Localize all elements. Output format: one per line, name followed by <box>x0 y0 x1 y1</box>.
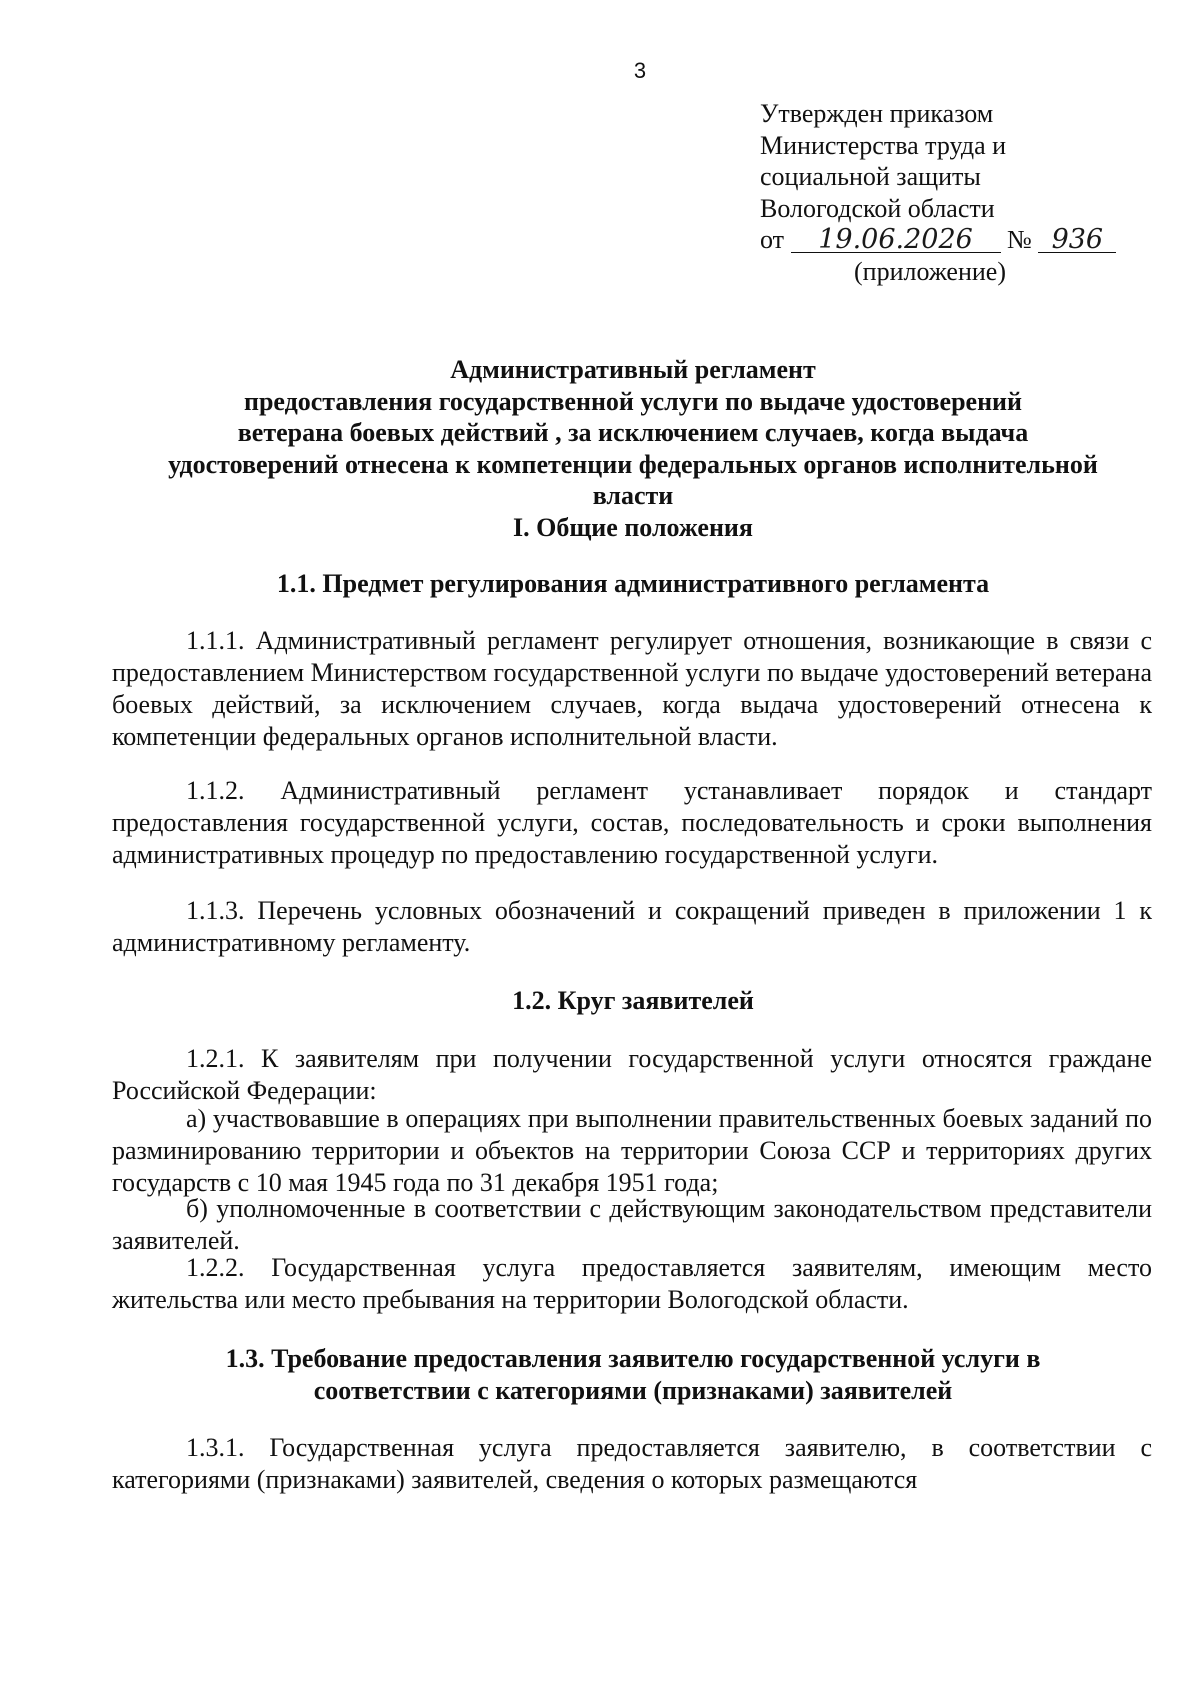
date-prefix: от <box>760 225 785 254</box>
paragraph-1-3-1: 1.3.1. Государственная услуга предоставляется заявителю, в соответствии с категориями (признаками) заявителей, сведения о которых размещаются <box>112 1433 1152 1494</box>
section-heading: I. Общие положения <box>513 513 753 542</box>
title-line: ветерана боевых действий , за исключением случаев, когда выдача <box>237 418 1029 447</box>
paragraph-1-2-2: 1.2.2. Государственная услуга предоставляется заявителям, имеющим место жительства или место пребывания на территории Вологодской области. <box>112 1253 1152 1314</box>
heading-line: 1.3. Требование предоставления заявителю государственной услуги в <box>225 1344 1041 1373</box>
approval-line: Вологодской области <box>760 193 995 223</box>
subsection-heading <box>118 1343 1148 1407</box>
heading-line: соответствии с категориями (признаками) заявителей <box>313 1376 953 1405</box>
paragraph-1-1-1: 1.1.1. Административный регламент регулирует отношения, возникающие в связи с предоставлением Министерством государственной услуги по выдаче удостоверений ветерана боевых действий, за исключением случаев, когда выдача удостоверений отнесена к компетенции федеральных органов исполнительной власти. <box>112 626 1152 751</box>
title-line: Административный регламент <box>450 355 816 384</box>
paragraph-1-1-2: 1.1.2. Административный регламент устанавливает порядок и стандарт предоставления государственной услуги, состав, последовательность и сроки выполнения административных процедур по предоставлению государственной услуги. <box>112 776 1152 869</box>
paragraph-1-2-1-b: б) уполномоченные в соответствии с действующим законодательством представители заявителей. <box>112 1194 1152 1255</box>
paragraph-1-2-1: 1.2.1. К заявителям при получении государственной услуги относятся граждане Российской Федерации: <box>112 1044 1152 1105</box>
approval-date-line <box>760 224 1180 256</box>
appendix-note: (приложение) <box>854 256 1007 286</box>
approval-line: Утвержден приказом <box>760 99 994 128</box>
paragraph-1-1-3: 1.1.3. Перечень условных обозначений и сокращений приведен в приложении 1 к административному регламенту. <box>112 896 1152 957</box>
page-number: 3 <box>633 58 647 83</box>
handwritten-number: 936 <box>1038 228 1116 253</box>
handwritten-date: 19.06.2026 <box>791 228 1001 253</box>
document-title <box>118 354 1148 512</box>
title-line: удостоверений отнесена к компетенции федеральных органов исполнительной <box>168 449 1098 479</box>
approval-line: Министерства труда и <box>760 130 1007 160</box>
title-line: власти <box>592 481 674 510</box>
approval-line: социальной защиты <box>760 162 981 191</box>
subsection-heading: 1.1. Предмет регулирования административного регламента <box>276 569 990 598</box>
approval-stamp <box>760 98 1180 287</box>
number-prefix: № <box>1007 225 1032 254</box>
paragraph-1-2-1-a: а) участвовавшие в операциях при выполнении правительственных боевых заданий по разминированию территории и объектов на территории Союза ССР и территориях других государств с 10 мая 1945 года по 31 декабря 1951 года; <box>112 1104 1152 1197</box>
title-line: предоставления государственной услуги по выдаче удостоверений <box>243 386 1023 416</box>
subsection-heading: 1.2. Круг заявителей <box>512 986 754 1015</box>
